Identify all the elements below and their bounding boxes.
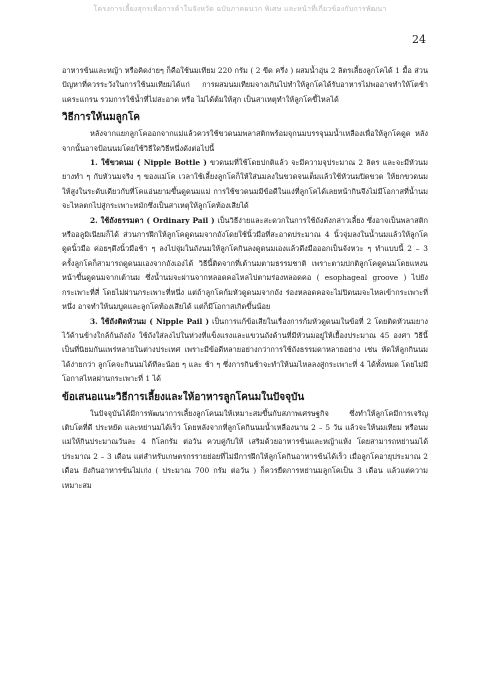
method-3-text: เป็นการแก้ข้อเสียในเรื่องการก้มหัวดูดนมในข้อที่ 2 โดยติดหัวนมยางไว้ด้านข้างใกล้ก้นถังถัง ใช้ถังใส่ลงไปในห่วงที่แข็งแรงและแขวนถังด้านที่มีหัวนมอยู่ให้เยื้องประมาณ 45 องศา วิธีนี้เป็นที่นิยมกันแพร่หลายในต่างประเทศ เพราะมีข้อดีหลายอย่างกว่าการใช้ถังธรรมดาหลายอย่าง เช่น หัดให้ลูกกินนมได้ง่ายกว่า ลูกโคจะกินนมได้ทีละน้อย ๆ และ ช้า ๆ ซึ่งการกินช้าจะทำให้นมไหลลงสู่กระเพาะที่ 4 ได้ทั้งหมด โดยไม่มีโอกาสไหลผ่านกระเพาะที่ 1 ได้	[62, 316, 428, 384]
page-number: 24	[412, 33, 426, 46]
method-3-paragraph	[62, 315, 428, 387]
method-2-text: เป็นวิธีง่ายและสะดวกในการใช้ถังดังกล่าวเลี้ยง ซึ่งอาจเป็นพลาสติกหรืออลูมิเนียมก็ได้ ส่วนการฝึกให้ลูกโคดูดนมจากถังโดยใช้นิ้วมือที่สะอาดประมาณ 4 นิ้วจุ่มลงในน้ำนมแล้วให้ลูกโคดูดนิ้วมือ ค่อยๆดึงนิ้วมือช้า ๆ ลงไปจุ่มในถังนมให้ลูกโคกินลงดูดนมเองแล้วดึงมือออกเป็นจังหวะ ๆ ทำแบบนี้ 2 – 3 ครั้งลูกโคก็สามารถดูดนมเองจากถังเองได้ วิธีนี้ติดจากที่เต้านมตามธรรมชาติ เพราะตามปกติลูกโคดูดนมโดยแหงนหน้าขึ้นดูดนมจากเต้านม ซึ่งน้ำนมจะผ่านจากหลอดคอไหลไปตามร่องหลอดคอ ( esophageal groove ) ไปยังกระเพาะที่สี่ โดยไม่ผ่านกระเพาะที่หนึ่ง แต่ถ้าลูกโคก้มหัวดูดนมจากถัง ร่องหลอดคอจะไม่ปิดนมจะไหลเข้ากระเพาะที่หนึ่ง อาจทำให้นมบูดและลูกโคท้องเสียได้ แต่ก็มีโอกาสเกิดขึ้นน้อย	[62, 215, 428, 312]
method-1-title: 1. ใช้ขวดนม ( Nipple Bottle )	[90, 158, 207, 168]
method-2-paragraph	[62, 214, 428, 315]
section-heading-recommendations: ข้อเสนอแนะวิธีการเลี้ยงและให้อาหารลูกโคนมในปัจจุบัน	[62, 391, 305, 403]
recommendations-paragraph: ในปัจจุบันได้มีการพัฒนาการเลี้ยงลูกโคนมให้เหมาะสมขึ้นกับสภาพเศรษฐกิจ ซึ่งทำให้ลูกโคมีการเจริญเติบโตที่ดี ประหยัด และหย่านมได้เร็ว โดยหลังจากที่ลูกโคกินนมน้ำเหลืองนาน 2 – 5 วัน แล้วจะให้นมเทียม หรือนมแม่ให้กินประมาณวันละ 4 กิโลกรัม ต่อวัน ควบคู่กับให้ เสริมด้วยอาหารข้นและหญ้าแห้ง โดยสามารถหย่านมได้ประมาณ 2 – 3 เดือน แต่สำหรับเกษตรกรรายย่อยที่ไม่มีการฝึกให้ลูกโคกินอาหารข้นได้เร็ว เมื่อลูกโคอายุประมาณ 2 เดือน ยังกินอาหารข้นไม่เก่ง ( ประมาณ 700 กรัม ต่อวัน ) ก็ควรยืดการหย่านมลูกโคเป็น 3 เดือน แล้วแต่ความเหมาะสม	[62, 408, 428, 490]
section-heading-feeding-methods: วิธีการให้นมลูกโค	[62, 112, 140, 124]
intro-paragraph: อาหารข้นและหญ้า หรือคิดง่ายๆ ก็คือใช้นมเทียม 220 กรัม ( 2 ขีด ครึ่ง ) ผสมน้ำอุ่น 2 ลิตรเลี้ยงลูกโคได้ 1 มื้อ ส่วนปัญหาที่ควรระวังในการใช้นมเทียมได้แก่ การผสมนมเทียมจางเกินไปทำให้ลูกโคได้รับอาหารไม่พออาจทำให้โตช้า แคระแกรน รวมการใช้น้ำที่ไม่สะอาด หรือ ไม่ได้ต้มให้สุก เป็นสาเหตุทำให้ลูกโคขี้ไหลได้	[62, 66, 428, 104]
header-watermark: โครงการเลี้ยงสุกรเพื่อการค้าในจังหวัด ฉบับภาคผนวก พิเศษ และหน้าที่เกี่ยวข้องกับการพัฒนา	[93, 5, 387, 13]
method-1-text: ขวดนมที่ใช้โดยปกติแล้ว จะมีความจุประมาณ 2 ลิตร และจะมีหัวนมยางทำ ๆ กับหัวนมจริง ๆ ของแม่โค เวลาใช้เลี้ยงลูกโคก็ให้ใส่นมลงในขวดจนเต็มแล้วใช้หัวนมปิดขวด ให้ยกขวดนมให้สูงในระดับเดียวกับที่โคแอ่นยามขึ้นดูดนมแม่ การใช้ขวดนมมีข้อดีในแง่ที่ลูกโคได้เลยหน้ากินจึงไม่มีโอกาสที่น้ำนมจะไหลตกไปสู่กระเพาะหมักซึ่งเป็นสาเหตุให้ลูกโคท้องเสียได้	[62, 158, 428, 211]
section-intro-paragraph: หลังจากแยกลูกโคออกจากแม่แล้วควรใช้ขวดนมพลาสติกพร้อมจุกนมบรรจุนมน้ำเหลืองเพื่อให้ลูกโคดูด หลังจากนั้นอาจป้อนนมโดยใช้วิธีใดวิธีหนึ่งดังต่อไปนี้	[62, 129, 428, 153]
document-body	[62, 64, 428, 493]
method-2-title: 2. ใช้ถังธรรมดา ( Ordinary Pail )	[90, 215, 215, 225]
method-3-title: 3. ใช้ถังติดหัวนม ( Nipple Pail )	[90, 316, 210, 326]
method-1-paragraph	[62, 156, 428, 214]
